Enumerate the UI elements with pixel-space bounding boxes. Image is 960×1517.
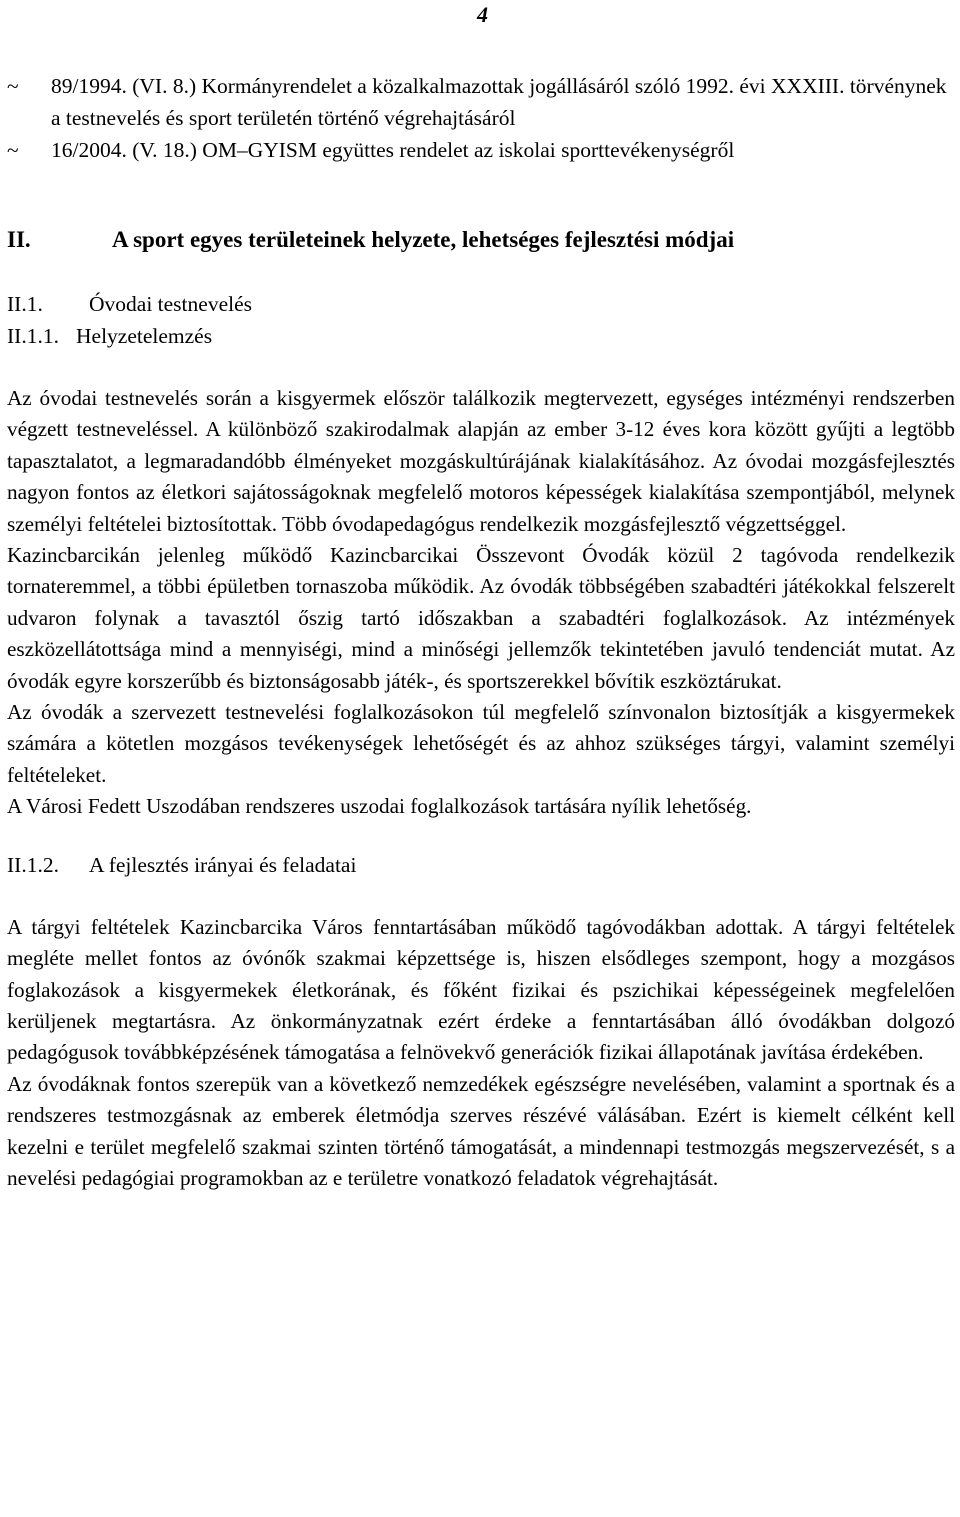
analysis-text xyxy=(7,383,955,823)
paragraph: Kazincbarcikán jelenleg működő Kazincbarcikai Összevont Óvodák közül 2 tagóvoda rendelkezik tornateremmel, a többi épületben tornaszoba működik. Az óvodák többségében szabadtéri játékokkal felszerelt udvaron folynak a tavasztól őszig tartó időszakban a szabadtéri foglalkozások. Az intézmények eszközellátottsága mind a mennyiségi, mind a minőségi jellemzők tekintetében javuló tendenciát mutat. Az óvodák egyre korszerűbb és biztonságosabb játék-, és sportszerekkel bővítik eszköztárukat. xyxy=(7,543,955,693)
page-number: 4 xyxy=(477,2,488,27)
reference-item xyxy=(7,70,955,134)
subsubsection-heading xyxy=(7,849,955,881)
subsubsection-heading xyxy=(7,320,955,352)
subsection-number: II.1. xyxy=(7,292,43,316)
subsection-title: Óvodai testnevelés xyxy=(89,292,252,316)
paragraph: A tárgyi feltételek Kazincbarcika Város fenntartásában működő tagóvodákban adottak. A tárgyi feltételek megléte mellet fontos az óvónők szakmai képzettsége is, hiszen elsődleges szempont, hogy a mozgásos foglakozások a kisgyermekek életkorának, és főként fizikai és pszichikai képességeinek megfelelően kerüljenek megtartásra. Az önkormányzatnak ezért érdeke a fenntartásában álló óvodákban dolgozó pedagógusok továbbképzésének támogatása a felnövekvő generációk fizikai állapotának javítása érdekében. xyxy=(7,914,955,1065)
document-body xyxy=(7,70,955,1194)
reference-text: 89/1994. (VI. 8.) Kormányrendelet a közalkalmazottak jogállásáról szóló 1992. évi XXXIII. törvénynek a testnevelés és sport területén történő végrehajtásáról xyxy=(51,74,947,130)
paragraph: Az óvodai testnevelés során a kisgyermek először találkozik megtervezett, egységes intézményi rendszerben végzett testneveléssel. A különböző szakirodalmak alapján az ember 3-12 éves kora között gyűjti a legtöbb tapasztalatot, a legmaradandóbb élményeket mozgáskultúrájának kialakításához. Az óvodai mozgásfejlesztés nagyon fontos az életkori sajátosságoknak megfelelő motoros képességek kialakítása szempontjából, melynek személyi feltételei biztosítottak. Több óvodapedagógus rendelkezik mozgásfejlesztő végzettséggel. xyxy=(7,386,955,536)
reference-marker: ~ xyxy=(7,74,19,98)
paragraph: Az óvodáknak fontos szerepük van a következő nemzedékek egészségre nevelésében, valamint a sportnak és a rendszeres testmozgásnak az emberek életmódja szerves részévé válásában. Ezért is kiemelt célként kell kezelni e terület megfelelő szakmai szinten történő támogatását, a mindennapi testmozgás megszervezését, s a nevelési pedagógiai programokban az e területre vonatkozó feladatok végrehajtását. xyxy=(7,1071,955,1190)
section-number: II. xyxy=(7,227,31,252)
subsubsection-title: A fejlesztés irányai és feladatai xyxy=(89,852,357,877)
subsubsection-number: II.1.2. xyxy=(7,852,59,877)
subsubsection-number: II.1.1. xyxy=(7,324,59,348)
reference-item xyxy=(7,134,955,166)
section-heading xyxy=(7,224,955,256)
paragraph: A Városi Fedett Uszodában rendszeres uszodai foglalkozások tartására nyílik lehetőség. xyxy=(7,794,752,819)
subsubsection-title: Helyzetelemzés xyxy=(76,324,213,348)
section-title: A sport egyes területeinek helyzete, lehetséges fejlesztési módjai xyxy=(112,227,735,252)
reference-marker: ~ xyxy=(7,138,19,162)
reference-text: 16/2004. (V. 18.) OM–GYISM együttes rendelet az iskolai sporttevékenységről xyxy=(51,138,735,162)
subsection-heading xyxy=(7,288,955,320)
development-text xyxy=(7,912,955,1195)
paragraph: Az óvodák a szervezett testnevelési foglalkozásokon túl megfelelő színvonalon biztosítják a kisgyermekek számára a kötetlen mozgásos tevékenységek lehetőségét és az ahhoz szükséges tárgyi, valamint személyi feltételeket. xyxy=(7,700,955,787)
